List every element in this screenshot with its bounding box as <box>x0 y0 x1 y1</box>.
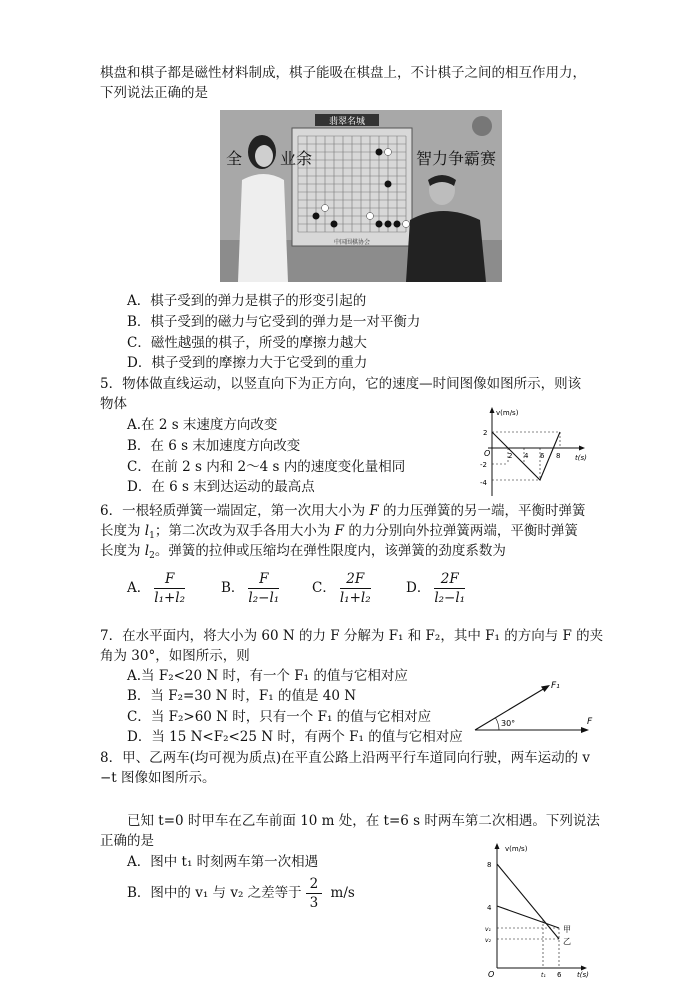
angle-label: 30° <box>501 719 516 728</box>
f1-label: F₁ <box>551 681 560 691</box>
q6-stem-2: 长度为 $l_1$；第二次改为双手各用大小为 F 的力分别向外拉弹簧两端，平衡时弹簧 <box>100 523 578 541</box>
q8-stem-4: 正确的是 <box>100 833 154 849</box>
q6-option-b: B． $\frac{F}{\text{l₂−l₁}}$ <box>221 571 280 606</box>
q5-xlabel: t(s) <box>575 454 587 462</box>
q5-option-b: B．在 6 s 末加速度方向改变 <box>127 438 301 454</box>
q6-option-c: C． $\frac{2F}{\text{l₁+l₂}}$ <box>312 571 371 606</box>
q8-vt-graph <box>475 840 595 978</box>
q4-option-c: C．磁性越强的棋子，所受的摩擦力越大 <box>127 335 367 351</box>
q7-option-a: A.当 F₂<20 N 时，有一个 F₁ 的值与它相对应 <box>127 668 408 684</box>
q6-stem-3: 长度为 $l_2$。弹簧的拉伸或压缩均在弹性限度内，该弹簧的劲度系数为 <box>100 543 506 561</box>
q5-ytick-neg2: -2 <box>480 461 487 469</box>
q5-option-c: C．在前 2 s 内和 2～4 s 内的速度变化量相同 <box>127 459 406 475</box>
q7-force-diagram <box>465 672 595 740</box>
banner-text: 翡翠名城 <box>328 117 366 127</box>
q8-xlabel: t(s) <box>577 971 589 978</box>
q6-stem-1: 6．一根轻质弹簧一端固定，第一次用大小为 F 的力压弹簧的另一端，平衡时弹簧 <box>100 503 586 519</box>
go-board-photo <box>220 110 502 282</box>
q5-option-d: D．在 6 s 末到达运动的最高点 <box>127 479 315 495</box>
q7-option-c: C．当 F₂>60 N 时，只有一个 F₁ 的值与它相对应 <box>127 709 432 725</box>
q5-vt-graph <box>470 404 590 500</box>
q8-stem-3: 已知 t=0 时甲车在乙车前面 10 m 处，在 t=6 s 时两车第二次相遇。下列说法 <box>127 813 600 829</box>
q7-stem-2: 角为 30°，如图所示，则 <box>100 648 250 664</box>
board-label: 中国围棋协会 <box>333 239 371 246</box>
q8-option-b: B．图中的 v₁ 与 v₂ 之差等于 $\frac{2}{3}$ m/s <box>127 876 355 911</box>
q8-ylabel: v(m/s) <box>505 845 528 853</box>
q5-ytick-2: 2 <box>483 429 488 437</box>
q5-ylabel: v(m/s) <box>496 409 519 417</box>
q6-option-a: A． $\frac{F}{\text{l₁+l₂}}$ <box>127 571 186 606</box>
q8-label-jia: 甲 <box>563 925 571 934</box>
caption-mid: 业余 <box>280 149 313 168</box>
q5-option-a: A.在 2 s 末速度方向改变 <box>127 417 278 433</box>
q8-option-a: A．图中 t₁ 时刻两车第一次相遇 <box>127 854 319 870</box>
q8-line-yi <box>497 906 559 928</box>
caption-right: 智力争霸赛 <box>416 149 497 168</box>
q5-xtick-8: 8 <box>556 452 561 460</box>
q5-xtick-6: 6 <box>540 452 545 460</box>
caption-left: 全 <box>226 149 243 168</box>
q5-stem-1: 5．物体做直线运动，以竖直向下为正方向，它的速度—时间图像如图所示，则该 <box>100 376 582 392</box>
intro-line-1: 棋盘和棋子都是磁性材料制成，棋子能吸在棋盘上，不计棋子之间的相互作用力， <box>100 65 586 81</box>
q8-label-yi: 乙 <box>563 937 571 946</box>
q8-xtick-t1: t₁ <box>541 972 546 978</box>
q4-option-b: B．棋子受到的磁力与它受到的弹力是一对平衡力 <box>127 314 421 330</box>
q7-option-b: B．当 F₂=30 N 时，F₁ 的值是 40 N <box>127 688 357 704</box>
q5-ytick-neg4: -4 <box>480 479 487 487</box>
q4-option-d: D．棋子受到的摩擦力大于它受到的重力 <box>127 355 368 371</box>
q8-xtick-6: 6 <box>557 971 562 978</box>
q6-option-d: D． $\frac{2F}{\text{l₂−l₁}}$ <box>406 571 466 606</box>
q8-ytick-4: 4 <box>487 904 492 912</box>
q5-xtick-4: 4 <box>524 452 529 460</box>
q8-ytick-v1: v₁ <box>485 926 491 933</box>
intro-line-2: 下列说法正确的是 <box>100 85 208 101</box>
q7-option-d: D．当 15 N<F₂<25 N 时，有两个 F₁ 的值与它相对应 <box>127 729 463 745</box>
f-label: F <box>587 717 593 727</box>
q5-xtick-2: 2 <box>508 452 513 460</box>
q8-ytick-v2: v₂ <box>485 937 491 944</box>
q5-origin: O <box>484 449 491 458</box>
q4-option-a: A．棋子受到的弹力是棋子的形变引起的 <box>127 293 367 309</box>
q5-stem-2: 物体 <box>100 396 127 412</box>
q8-ytick-8: 8 <box>487 861 492 869</box>
q7-stem-1: 7．在水平面内，将大小为 60 N 的力 F 分解为 F₁ 和 F₂，其中 F₁ 的方向与 F 的夹 <box>100 628 604 644</box>
q8-origin: O <box>488 970 495 978</box>
q8-stem-1: 8．甲、乙两车(均可视为质点)在平直公路上沿两平行车道同向行驶，两车运动的 v <box>100 750 591 766</box>
q8-stem-2: −t 图像如图所示。 <box>100 770 216 786</box>
